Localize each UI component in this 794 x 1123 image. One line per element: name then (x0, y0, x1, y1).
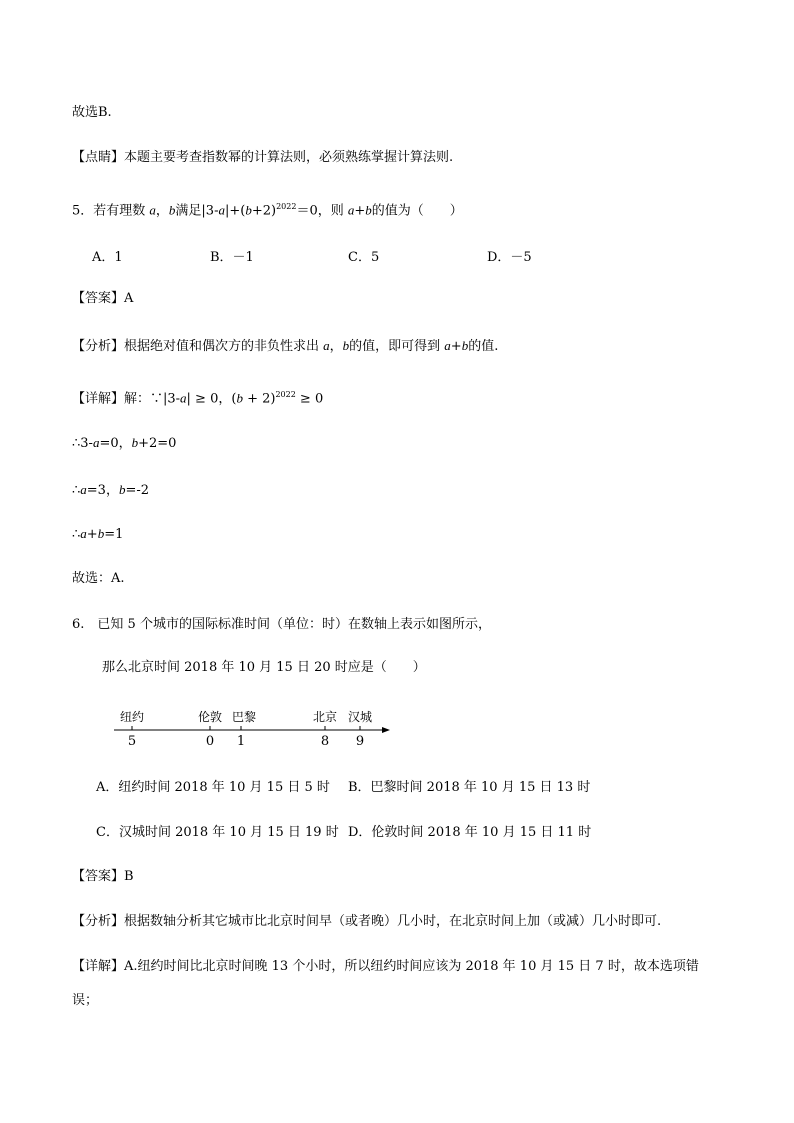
city-seoul: 汉城 (347, 710, 373, 724)
q6-option-c: C．汉城时间 2018 年 10 月 15 日 19 时 (96, 825, 339, 840)
q6-option-a: A．纽约时间 2018 年 10 月 15 日 5 时 (96, 780, 330, 795)
city-beijing: 北京 (312, 710, 338, 724)
question-6-stem: 6. 已知 5 个城市的国际标准时间（单位：时）在数轴上表示如图所示， (72, 617, 491, 632)
value-seoul: 9 (355, 734, 365, 749)
city-newyork: 纽约 (119, 710, 145, 724)
q5-step-1: ∴3-a=0，b+2=0 (72, 435, 177, 451)
q5-option-b: B．－1 (210, 250, 254, 265)
arrow-head-icon (382, 727, 390, 733)
value-london: 0 (205, 734, 215, 749)
q5-step-2: ∴a=3，b=-2 (72, 482, 150, 498)
q5-answer: 【答案】A (72, 291, 134, 306)
value-newyork: 5 (127, 734, 137, 749)
q5-option-c: C．5 (348, 250, 380, 265)
number-line-figure (110, 706, 400, 752)
q5-option-d: D．－5 (487, 250, 532, 265)
q6-detail-line-1: 【详解】A.纽约时间比北京时间晚 13 个小时，所以纽约时间应该为 2018 年 10 月 15 日 7 时，故本选项错 (72, 959, 699, 974)
q5-option-a: A．1 (92, 250, 123, 265)
question-5-stem: 5．若有理数 a，b满足$|3-a|+(b+2)^{2022}=0$，则 a+b的值为（ ） (72, 202, 463, 219)
q5-step-3: ∴a+b=1 (72, 526, 124, 542)
q6-detail-line-2: 误； (72, 993, 99, 1008)
remark-line: 【点睛】本题主要考查指数幂的计算法则，必须熟练掌握计算法则. (72, 150, 454, 165)
value-beijing: 8 (320, 734, 330, 749)
q6-analysis: 【分析】根据数轴分析其它城市比北京时间早（或者晚）几小时，在北京时间上加（或减）几小时即可. (72, 914, 662, 929)
question-6-stem-cont: 那么北京时间 2018 年 10 月 15 日 20 时应是（ ） (102, 660, 426, 675)
value-paris: 1 (236, 734, 246, 749)
q6-option-b: B．巴黎时间 2018 年 10 月 15 日 13 时 (348, 780, 591, 795)
q5-choice: 故选：A. (72, 571, 125, 586)
q6-answer: 【答案】B (72, 869, 134, 884)
q6-option-d: D．伦敦时间 2018 年 10 月 15 日 11 时 (348, 825, 592, 840)
city-london: 伦敦 (197, 710, 223, 724)
city-paris: 巴黎 (231, 710, 257, 724)
q5-analysis: 【分析】根据绝对值和偶次方的非负性求出 a，b的值，即可得到 a+b的值. (72, 338, 499, 354)
conclusion-line: 故选B. (72, 105, 112, 120)
q5-detail: 【详解】解：∵|3-a| ≥ 0，$(b + 2)^{2022} \ge 0$ (72, 390, 324, 407)
